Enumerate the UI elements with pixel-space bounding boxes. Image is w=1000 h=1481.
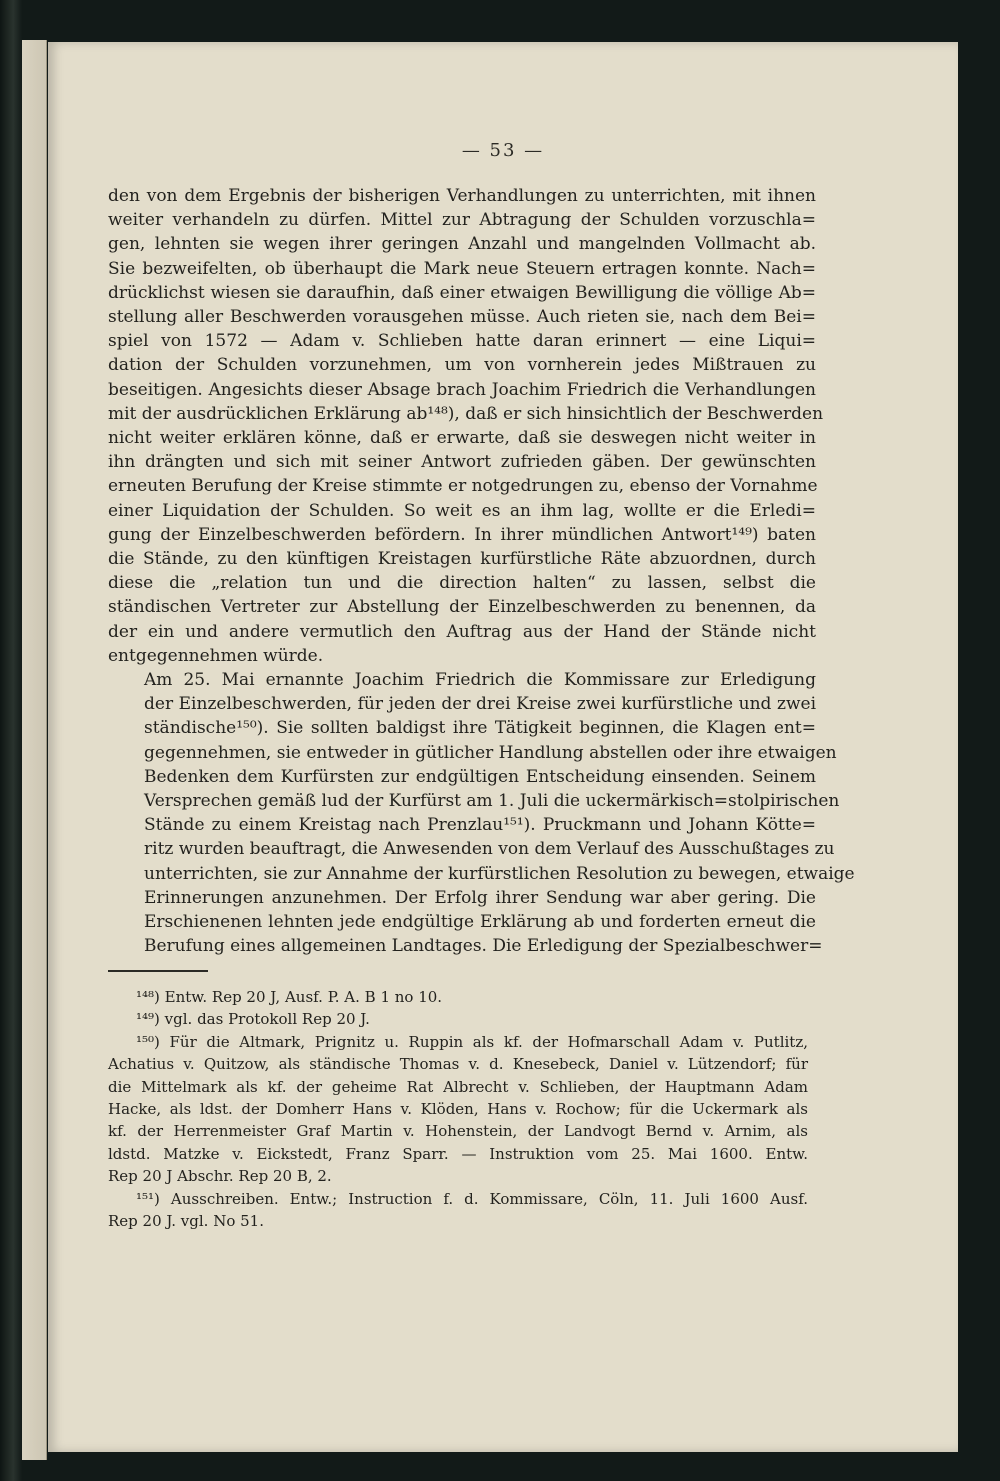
p2-line: unterrichten, sie zur Annahme der kurfürstlichen Resolution zu bewegen, etwaige	[144, 863, 855, 884]
footnote-line: ¹⁵¹) Ausschreiben. Entw.; Instruction f. d. Kommissare, Cöln, 11. Juli 1600 Ausf.	[136, 1189, 808, 1208]
p1-line: Sie bezweifelten, ob überhaupt die Mark neue Steuern ertragen konnte. Nach=	[108, 258, 816, 279]
p1-line: einer Liquidation der Schulden. So weit es an ihm lag, wollte er die Erledi=	[108, 500, 816, 521]
p1-line: erneuten Berufung der Kreise stimmte er notgedrungen zu, ebenso der Vornahme	[108, 476, 818, 497]
footnote-line: die Mittelmark als kf. der geheime Rat Albrecht v. Schlieben, der Hauptmann Adam	[108, 1077, 808, 1096]
p1-line: die Stände, zu den künftigen Kreistagen kurfürstliche Räte abzuordnen, durch	[108, 549, 816, 570]
p2-line: ritz wurden beauftragt, die Anwesenden von dem Verlauf des Ausschußtages zu	[144, 839, 835, 860]
footnote-line: ¹⁴⁹) vgl. das Protokoll Rep 20 J.	[136, 1010, 370, 1029]
footnote-line: ¹⁵⁰) Für die Altmark, Prignitz u. Ruppin als kf. der Hofmarschall Adam v. Putlitz,	[136, 1032, 808, 1051]
page-number: — 53 —	[461, 140, 545, 161]
background-right	[958, 42, 1000, 1452]
footnote	[108, 986, 808, 1008]
p1-line: nicht weiter erklären könne, daß er erwarte, daß sie deswegen nicht weiter in	[108, 428, 816, 449]
footnote	[108, 1008, 808, 1030]
p1-line: mit der ausdrücklichen Erklärung ab¹⁴⁸), daß er sich hinsichtlich der Beschwerden	[108, 403, 824, 424]
footnote	[108, 1031, 808, 1188]
footnote-line: Rep 20 J Abschr. Rep 20 B, 2.	[108, 1167, 332, 1186]
document-page	[48, 42, 958, 1452]
p1-line: der ein und andere vermutlich den Auftrag aus der Hand der Stände nicht	[108, 621, 816, 642]
p2-line: Berufung eines allgemeinen Landtages. Die Erledigung der Spezialbeschwer=	[144, 936, 823, 957]
p1-line: weiter verhandeln zu dürfen. Mittel zur Abtragung der Schulden vorzuschla=	[108, 210, 816, 231]
footnote-line: kf. der Herrenmeister Graf Martin v. Hohenstein, der Landvogt Bernd v. Arnim, als	[108, 1122, 808, 1141]
paragraph-2	[108, 668, 855, 958]
p1-line: gen, lehnten sie wegen ihrer geringen Anzahl und mangelnden Vollmacht ab.	[108, 234, 816, 255]
p2-line: gegennehmen, sie entweder in gütlicher Handlung abstellen oder ihre etwaigen	[144, 742, 837, 763]
footnote-line: Achatius v. Quitzow, als ständische Thomas v. d. Knesebeck, Daniel v. Lützendorf; für	[108, 1055, 808, 1074]
p2-line: Versprechen gemäß lud der Kurfürst am 1. Juli die uckermärkisch=stolpirischen	[144, 791, 840, 812]
p2-line: Am 25. Mai ernannte Joachim Friedrich die Kommissare zur Erledigung	[144, 670, 816, 691]
footnote-line: Hacke, als ldst. der Domherr Hans v. Klöden, Hans v. Rochow; für die Uckermark als	[108, 1100, 808, 1119]
p2-line: Erschienenen lehnten jede endgültige Erklärung ab und forderten erneut die	[144, 912, 816, 933]
p1-line: diese die „relation tun und die direction halten“ zu lassen, selbst die	[108, 573, 816, 594]
p1-line: stellung aller Beschwerden vorausgehen müsse. Auch rieten sie, nach dem Bei=	[108, 307, 816, 328]
left-page-edge	[22, 40, 47, 1460]
p2-line: Bedenken dem Kurfürsten zur endgültigen Entscheidung einsenden. Seinem	[144, 766, 816, 787]
p1-line: spiel von 1572 — Adam v. Schlieben hatte daran erinnert — eine Liqui=	[108, 331, 816, 352]
p2-line: der Einzelbeschwerden, für jeden der drei Kreise zwei kurfürstliche und zwei	[144, 694, 816, 715]
footnote-line: Rep 20 J. vgl. No 51.	[108, 1212, 264, 1231]
p2-line: Erinnerungen anzunehmen. Der Erfolg ihrer Sendung war aber gering. Die	[144, 887, 816, 908]
p1-line: beseitigen. Angesichts dieser Absage brach Joachim Friedrich die Verhandlungen	[108, 379, 816, 400]
book-spine	[0, 0, 22, 1481]
footnote	[108, 1188, 808, 1233]
p1-line: gung der Einzelbeschwerden befördern. In ihrer mündlichen Antwort¹⁴⁹) baten	[108, 524, 816, 545]
p1-line: dation der Schulden vorzunehmen, um von vornherein jedes Mißtrauen zu	[108, 355, 816, 376]
p1-line: ständischen Vertreter zur Abstellung der Einzelbeschwerden zu benennen, da	[108, 597, 816, 618]
p2-line: Stände zu einem Kreistag nach Prenzlau¹⁵¹). Pruckmann und Johann Kötte=	[144, 815, 816, 836]
p1-line: ihn drängten und sich mit seiner Antwort zufrieden gäben. Der gewünschten	[108, 452, 816, 473]
p1-line: drücklichst wiesen sie daraufhin, daß einer etwaigen Bewilligung die völlige Ab=	[108, 282, 816, 303]
p2-line: ständische¹⁵⁰). Sie sollten baldigst ihre Tätigkeit beginnen, die Klagen ent=	[144, 718, 816, 739]
footnote-line: ¹⁴⁸) Entw. Rep 20 J, Ausf. P. A. B 1 no 10.	[136, 988, 443, 1006]
body-text	[108, 184, 855, 959]
paragraph-1	[108, 184, 824, 668]
p1-line: entgegennehmen würde.	[108, 645, 324, 666]
footnote-line: ldstd. Matzke v. Eickstedt, Franz Sparr. — Instruktion vom 25. Mai 1600. Entw.	[108, 1144, 808, 1163]
footnote-divider	[108, 970, 208, 972]
p1-line: den von dem Ergebnis der bisherigen Verhandlungen zu unterrichten, mit ihnen	[108, 186, 816, 206]
footnotes	[108, 986, 808, 1232]
